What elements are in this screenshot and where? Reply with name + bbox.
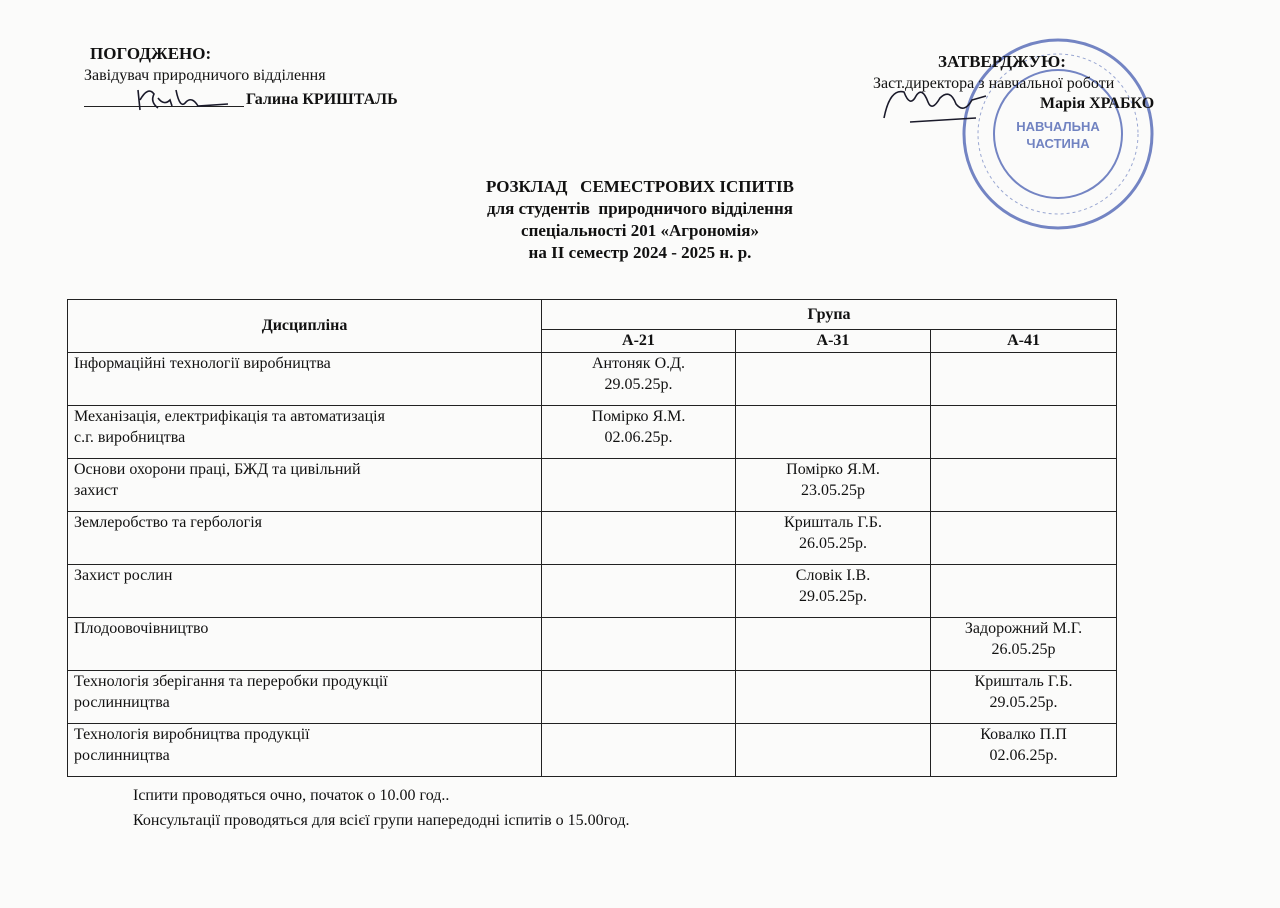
- exam-cell: [931, 353, 1117, 406]
- exam-cell: Помірко Я.М. 02.06.25р.: [542, 406, 736, 459]
- table-row: [68, 618, 1117, 671]
- approve-name: Марія ХРАБКО: [1040, 95, 1155, 112]
- exam-cell: [542, 459, 736, 512]
- exam-note: Іспити проводяться очно, початок о 10.00 год..: [133, 787, 450, 804]
- exam-cell: [542, 724, 736, 777]
- exam-schedule-table: [67, 299, 1117, 777]
- discipline-cell: Основи охорони праці, БЖД та цивільний захист: [68, 459, 542, 512]
- exam-cell: Задорожний М.Г. 26.05.25р: [931, 618, 1117, 671]
- table-row: [68, 353, 1117, 406]
- agreed-position: Завідувач природничого відділення: [84, 67, 326, 84]
- exam-cell: Словік І.В. 29.05.25р.: [736, 565, 931, 618]
- svg-text:ЧАСТИНА: ЧАСТИНА: [1026, 136, 1090, 151]
- discipline-cell: Механізація, електрифікація та автоматизація с.г. виробництва: [68, 406, 542, 459]
- discipline-cell: Технологія зберігання та переробки продукції рослинництва: [68, 671, 542, 724]
- discipline-cell: Захист рослин: [68, 565, 542, 618]
- agreed-label: ПОГОДЖЕНО:: [90, 44, 212, 63]
- consultation-note: Консультації проводяться для всієї групи напередодні іспитів о 15.00год.: [133, 812, 630, 829]
- exam-cell: [931, 406, 1117, 459]
- head-signature: [130, 80, 230, 114]
- title-line-3: спеціальності 201 «Агрономія»: [521, 221, 759, 240]
- exam-cell: Кришталь Г.Б. 26.05.25р.: [736, 512, 931, 565]
- exam-cell: Помірко Я.М. 23.05.25р: [736, 459, 931, 512]
- document-title: [340, 176, 940, 264]
- approve-position: Заст.директора з навчальної роботи: [873, 75, 1115, 92]
- table-row: [68, 724, 1117, 777]
- deputy-signature: [880, 78, 990, 128]
- exam-cell: [736, 618, 931, 671]
- discipline-cell: Технологія виробництва продукції рослинництва: [68, 724, 542, 777]
- group-col-header: А-41: [931, 330, 1117, 353]
- exam-cell: [542, 512, 736, 565]
- title-line-2: для студентів природничого відділення: [487, 199, 793, 218]
- discipline-cell: Землеробство та гербологія: [68, 512, 542, 565]
- group-col-header: А-31: [736, 330, 931, 353]
- exam-cell: [736, 724, 931, 777]
- discipline-header: Дисципліна: [68, 300, 542, 353]
- exam-cell: [736, 353, 931, 406]
- approve-label: ЗАТВЕРДЖУЮ:: [938, 52, 1066, 71]
- exam-cell: Ковалко П.П 02.06.25р.: [931, 724, 1117, 777]
- exam-cell: [542, 671, 736, 724]
- discipline-cell: Інформаційні технології виробництва: [68, 353, 542, 406]
- table-row: [68, 406, 1117, 459]
- group-header: Група: [542, 300, 1117, 330]
- title-line-4: на ІІ семестр 2024 - 2025 н. р.: [528, 243, 752, 262]
- exam-cell: [542, 565, 736, 618]
- agreed-name: Галина КРИШТАЛЬ: [246, 91, 398, 108]
- exam-cell: [931, 565, 1117, 618]
- discipline-cell: Плодоовочівництво: [68, 618, 542, 671]
- exam-cell: Кришталь Г.Б. 29.05.25р.: [931, 671, 1117, 724]
- exam-cell: [931, 459, 1117, 512]
- group-col-header: А-21: [542, 330, 736, 353]
- exam-cell: Антоняк О.Д. 29.05.25р.: [542, 353, 736, 406]
- table-row: [68, 512, 1117, 565]
- table-row: [68, 671, 1117, 724]
- title-line-1: РОЗКЛАД СЕМЕСТРОВИХ ІСПИТІВ: [485, 177, 795, 196]
- exam-cell: [931, 512, 1117, 565]
- svg-text:НАВЧАЛЬНА: НАВЧАЛЬНА: [1016, 119, 1100, 134]
- exam-cell: [542, 618, 736, 671]
- exam-cell: [736, 671, 931, 724]
- exam-cell: [736, 406, 931, 459]
- table-row: [68, 459, 1117, 512]
- table-row: [68, 565, 1117, 618]
